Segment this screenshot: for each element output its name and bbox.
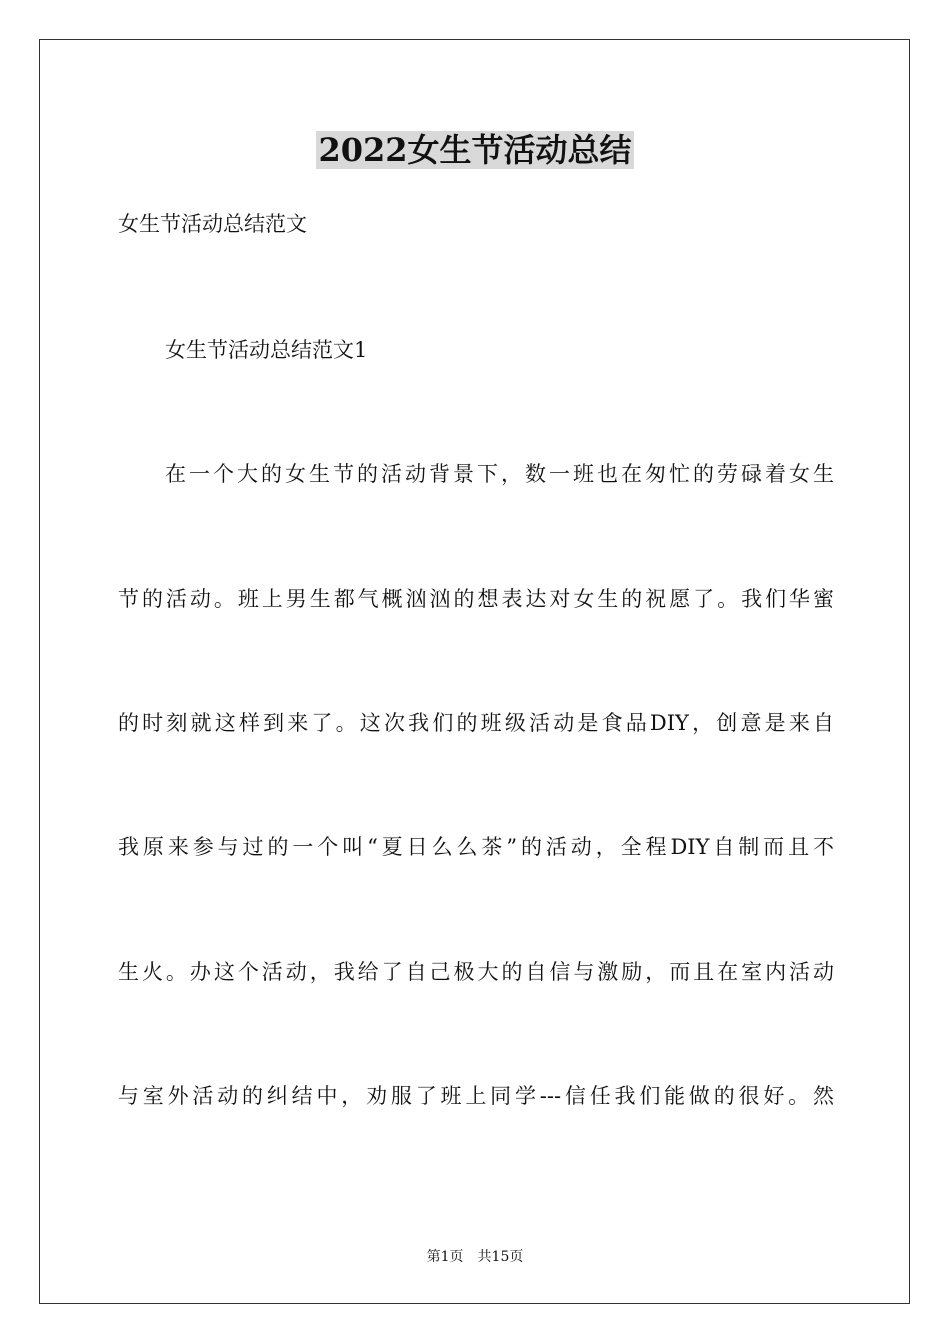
document-subtitle: 女生节活动总结范文 xyxy=(118,212,307,236)
body-line-2: 节的活动。班上男生都气概汹汹的想表达对女生的祝愿了。我们华蜜 xyxy=(118,587,834,611)
page-footer: 第1页 共15页 xyxy=(426,1249,524,1265)
body-line-4: 我原来参与过的一个叫“夏日么么茶”的活动，全程DIY自制而且不 xyxy=(118,835,834,859)
body-line-1: 在一个大的女生节的活动背景下，数一班也在匆忙的劳碌着女生 xyxy=(165,462,834,486)
body-line-6: 与室外活动的纠结中，劝服了班上同学---信任我们能做的很好。然 xyxy=(118,1084,834,1108)
section-heading: 女生节活动总结范文1 xyxy=(165,338,368,362)
document-title xyxy=(0,128,950,172)
document-title-text: 2022女生节活动总结 xyxy=(318,131,632,169)
body-line-3: 的时刻就这样到来了。这次我们的班级活动是食品DIY，创意是来自 xyxy=(118,711,834,735)
body-line-5: 生火。办这个活动，我给了自己极大的自信与激励，而且在室内活动 xyxy=(118,960,834,984)
